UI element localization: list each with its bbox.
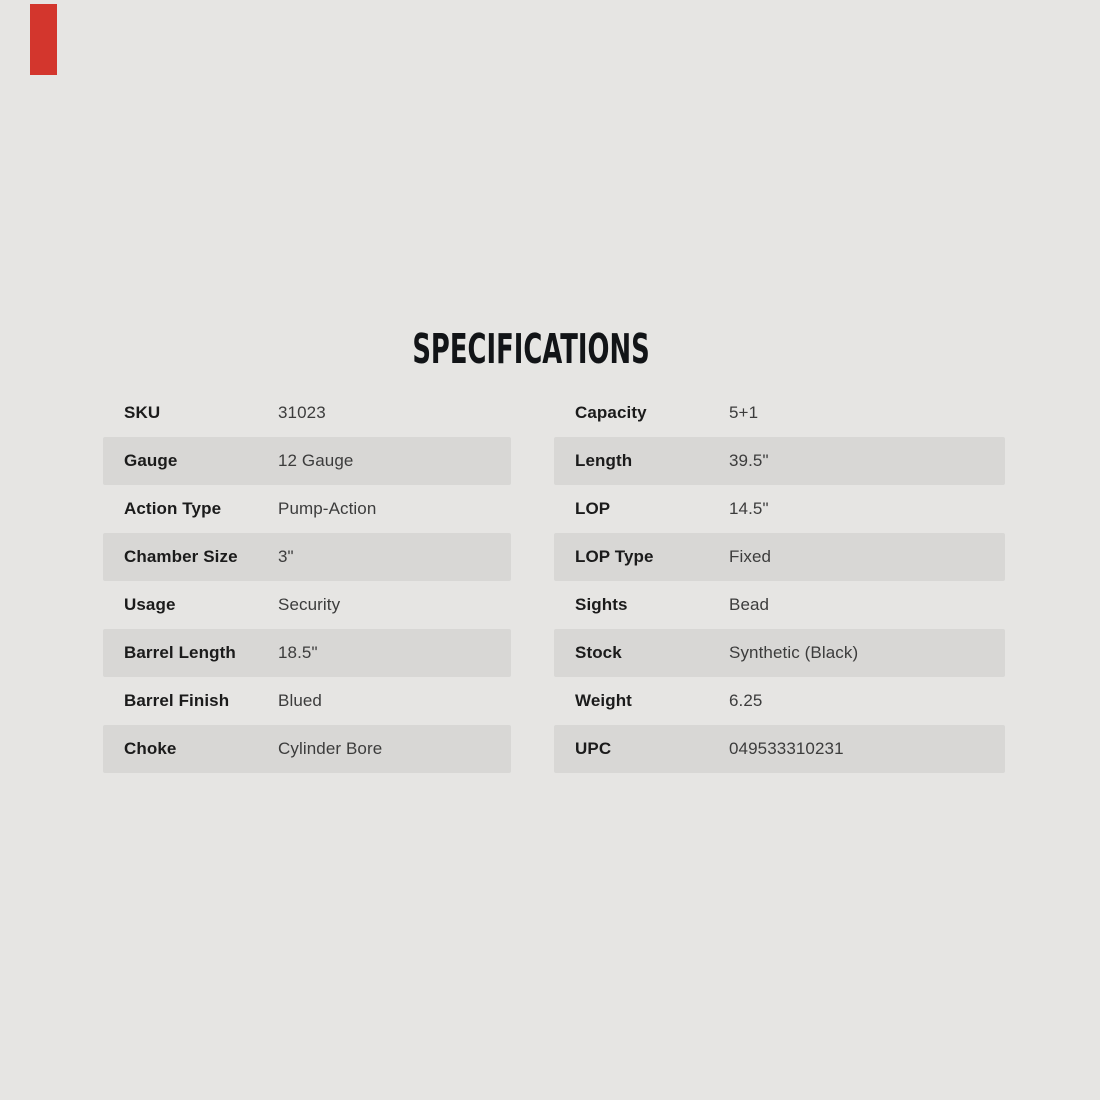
- spec-table-left: [103, 389, 511, 773]
- table-row: [554, 581, 1005, 629]
- spec-value: 6.25: [729, 691, 763, 710]
- spec-label: LOP: [575, 499, 611, 518]
- table-row: [103, 437, 511, 485]
- spec-value: 5+1: [729, 403, 759, 422]
- spec-label: Barrel Length: [124, 643, 236, 662]
- spec-label: Sights: [575, 595, 628, 614]
- spec-value: 049533310231: [729, 739, 844, 758]
- table-row: [554, 389, 1005, 437]
- spec-label: Length: [575, 451, 633, 470]
- spec-value: 39.5": [729, 451, 769, 470]
- spec-value: 18.5": [278, 643, 318, 662]
- page-title: SPECIFICATIONS: [412, 325, 650, 373]
- spec-label: Weight: [575, 691, 632, 710]
- spec-label: Action Type: [124, 499, 222, 518]
- spec-value: Bead: [729, 595, 770, 614]
- table-row: [103, 725, 511, 773]
- spec-value: Blued: [278, 691, 322, 710]
- spec-label: Usage: [124, 595, 176, 614]
- spec-value: Pump-Action: [278, 499, 377, 518]
- table-row: [554, 629, 1005, 677]
- spec-label: SKU: [124, 403, 161, 422]
- table-row: [103, 677, 511, 725]
- spec-value: Security: [278, 595, 341, 614]
- table-row: [554, 725, 1005, 773]
- spec-value: Synthetic (Black): [729, 643, 859, 662]
- table-row: [103, 485, 511, 533]
- table-row: [103, 389, 511, 437]
- table-row: [103, 533, 511, 581]
- spec-label: UPC: [575, 739, 612, 758]
- spec-label: Chamber Size: [124, 547, 238, 566]
- spec-value: 12 Gauge: [278, 451, 354, 470]
- table-row: [554, 533, 1005, 581]
- table-row: [103, 629, 511, 677]
- table-row: [554, 677, 1005, 725]
- spec-label: Gauge: [124, 451, 178, 470]
- spec-value: 14.5": [729, 499, 769, 518]
- table-row: [103, 581, 511, 629]
- table-row: [554, 437, 1005, 485]
- spec-value: 3": [278, 547, 294, 566]
- spec-label: Barrel Finish: [124, 691, 230, 710]
- spec-label: Choke: [124, 739, 177, 758]
- spec-value: Fixed: [729, 547, 772, 566]
- spec-value: 31023: [278, 403, 326, 422]
- spec-label: LOP Type: [575, 547, 654, 566]
- red-marker: [30, 4, 57, 75]
- spec-value: Cylinder Bore: [278, 739, 383, 758]
- spec-label: Capacity: [575, 403, 647, 422]
- spec-label: Stock: [575, 643, 622, 662]
- table-row: [554, 485, 1005, 533]
- spec-table-right: [554, 389, 1005, 773]
